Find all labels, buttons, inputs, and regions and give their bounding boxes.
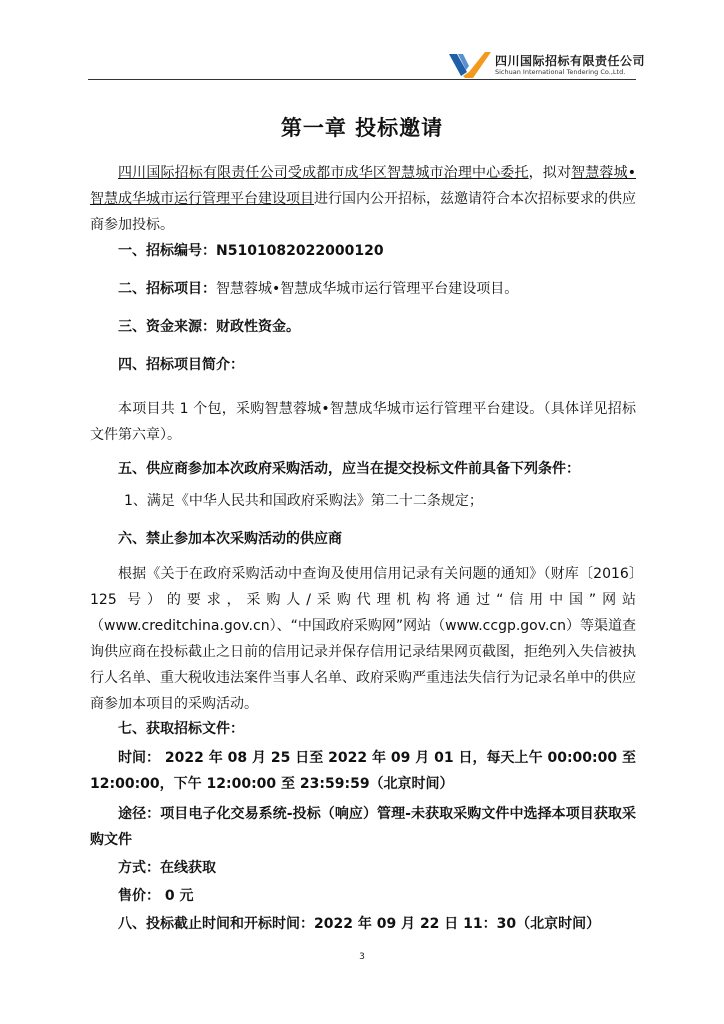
company-name-cn: 四川国际招标有限责任公司	[495, 54, 646, 68]
section-project-intro-heading: 四、招标项目简介：	[118, 357, 244, 373]
company-logo-icon	[449, 50, 491, 78]
intro-project-name: 智慧蓉城•智慧成华城市运行管理平台建设项目	[90, 165, 637, 207]
section-deadline: 八、投标截止时间和开标时间：2022 年 09 月 22 日 11：30（北京时间）	[118, 916, 601, 932]
company-logo	[449, 50, 646, 80]
chapter-title: 第一章 投标邀请	[280, 116, 444, 140]
tender-number-value: N5101082022000120	[216, 243, 384, 259]
company-name-en: Sichuan International Tendering Co.,Ltd.	[495, 68, 626, 76]
obtain-price: 售价： 0 元	[118, 888, 194, 904]
section-obtain-docs-heading: 七、获取招标文件：	[118, 721, 244, 737]
section-tender-number	[118, 238, 384, 264]
intro-paragraph	[90, 160, 636, 238]
section-project	[118, 276, 518, 302]
intro-client: 四川国际招标有限责任公司受成都市成华区智慧城市治理中心委托	[118, 165, 529, 181]
project-value: 智慧蓉城•智慧成华城市运行管理平台建设项目。	[216, 281, 519, 297]
obtain-method: 方式：在线获取	[118, 860, 216, 876]
prohibited-body: 根据《关于在政府采购活动中查询及使用信用记录有关问题的通知》（财库〔2016〕125 号）的要求，采购人/采购代理机构将通过“信用中国”网站（www.creditchina.gov.cn）、“中国政府采购网”网站（www.ccgp.gov.cn）等渠道查询供应商在投标截止之日前的信用记录并保存信用记录结果网页截图，拒绝列入失信被执行人名单、重大税收违法案件当事人名单、政府采购严重违法失信行为记录名单中的供应商参加本项目的采购活动。	[90, 566, 636, 712]
intro-tail: 进行国内公开招标，兹邀请符合本次招标要求的供应商参加投标。	[90, 191, 636, 233]
tender-number-label: 一、招标编号：	[118, 243, 216, 259]
condition-item-1: 1、满足《中华人民共和国政府采购法》第二十二条规定；	[124, 493, 483, 509]
section-prohibited-heading: 六、禁止参加本次采购活动的供应商	[118, 531, 342, 547]
obtain-time: 时间： 2022 年 08 月 25 日至 2022 年 09 月 01 日，每天上午 00:00:00 至 12:00:00，下午 12:00:00 至 23:59:59（北京时间）	[90, 750, 636, 792]
section-conditions-heading: 五、供应商参加本次政府采购活动，应当在提交投标文件前具备下列条件：	[118, 461, 580, 477]
obtain-route: 途径：项目电子化交易系统-投标（响应）管理-未获取采购文件中选择本项目获取采购文件	[90, 806, 636, 848]
section-funding: 三、资金来源：财政性资金。	[118, 319, 300, 335]
project-intro-body: 本项目共 1 个包，采购智慧蓉城•智慧成华城市运行管理平台建设。（具体详见招标文件第六章）。	[90, 401, 636, 443]
project-label: 二、招标项目：	[118, 281, 216, 297]
page-number: 3	[359, 952, 365, 962]
header-divider	[88, 79, 636, 80]
intro-connector: ，拟对	[528, 165, 572, 181]
